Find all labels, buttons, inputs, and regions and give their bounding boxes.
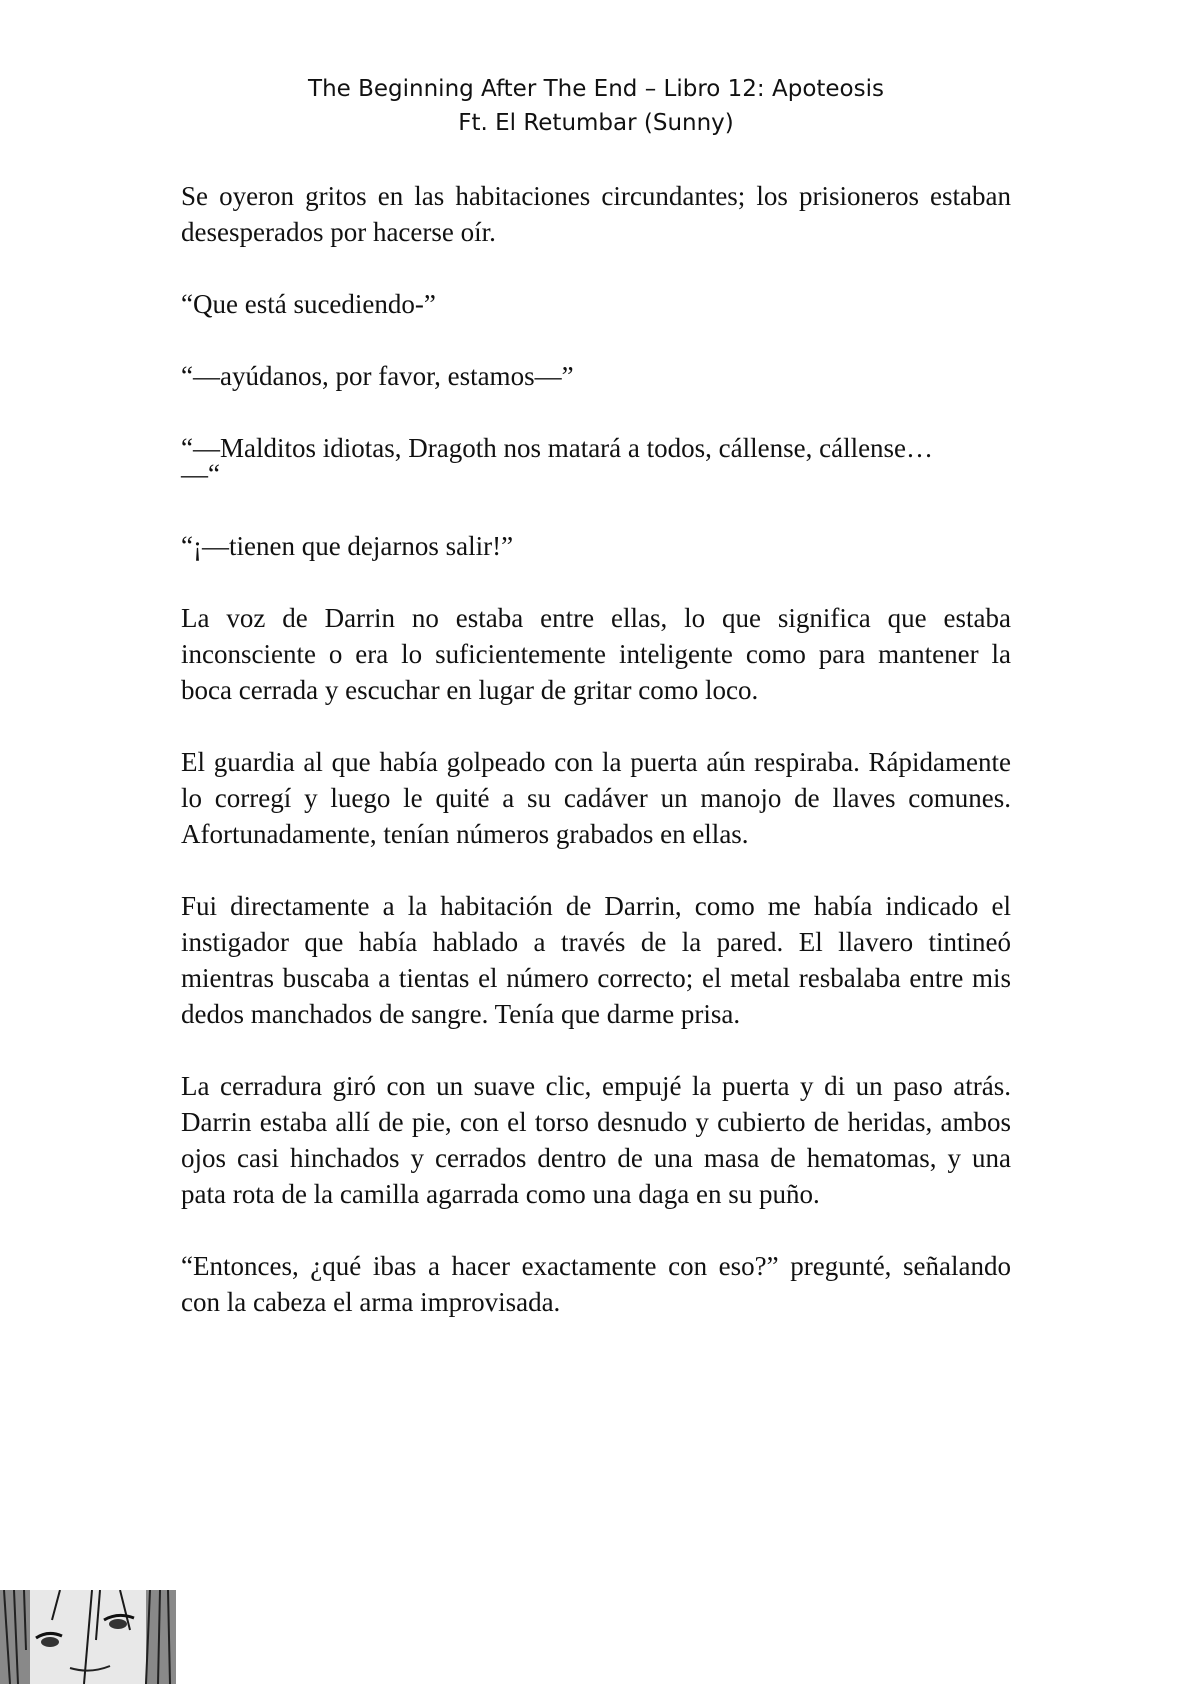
corner-illustration (0, 1590, 176, 1684)
paragraph: El guardia al que había golpeado con la puerta aún respiraba. Rápidamente lo corregí y luego le quité a su cadáver un manojo de llaves comunes. Afortunadamente, tenían números grabados en ellas. (181, 747, 1011, 849)
paragraph: Se oyeron gritos en las habitaciones circundantes; los prisioneros estaban desesperados por hacerse oír. (181, 181, 1011, 247)
dialogue-line: —“ (181, 459, 220, 489)
dialogue-line: “—Malditos idiotas, Dragoth nos matará a todos, cállense, cállense… (181, 433, 934, 463)
manga-face-image (0, 1590, 176, 1684)
dialogue-line: “Que está sucediendo-” (181, 289, 436, 319)
dialogue-line: “—ayúdanos, por favor, estamos—” (181, 361, 574, 391)
paragraph: La voz de Darrin no estaba entre ellas, lo que significa que estaba inconsciente o era lo suficientemente inteligente como para mantener la boca cerrada y escuchar en lugar de gritar como loco. (181, 603, 1011, 705)
dialogue-line: “¡—tienen que dejarnos salir!” (181, 531, 514, 561)
header-book-title: The Beginning After The End – Libro 12: Apoteosis (308, 76, 884, 102)
paragraph: Fui directamente a la habitación de Darrin, como me había indicado el instigador que había hablado a través de la pared. El llavero tintineó mientras buscaba a tientas el número correcto; el metal resbalaba entre mis dedos manchados de sangre. Tenía que darme prisa. (181, 891, 1011, 1029)
chapter-body (181, 178, 1011, 1356)
paragraph: “Entonces, ¿qué ibas a hacer exactamente con eso?” pregunté, señalando con la cabeza el arma improvisada. (181, 1251, 1011, 1317)
paragraph: La cerradura giró con un suave clic, empujé la puerta y di un paso atrás. Darrin estaba allí de pie, con el torso desnudo y cubierto de heridas, ambos ojos casi hinchados y cerrados dentro de una masa de hematomas, y una pata rota de la camilla agarrada como una daga en su puño. (181, 1071, 1011, 1209)
header-translator-credit: Ft. El Retumbar (Sunny) (458, 110, 734, 136)
page-header (0, 72, 1192, 140)
